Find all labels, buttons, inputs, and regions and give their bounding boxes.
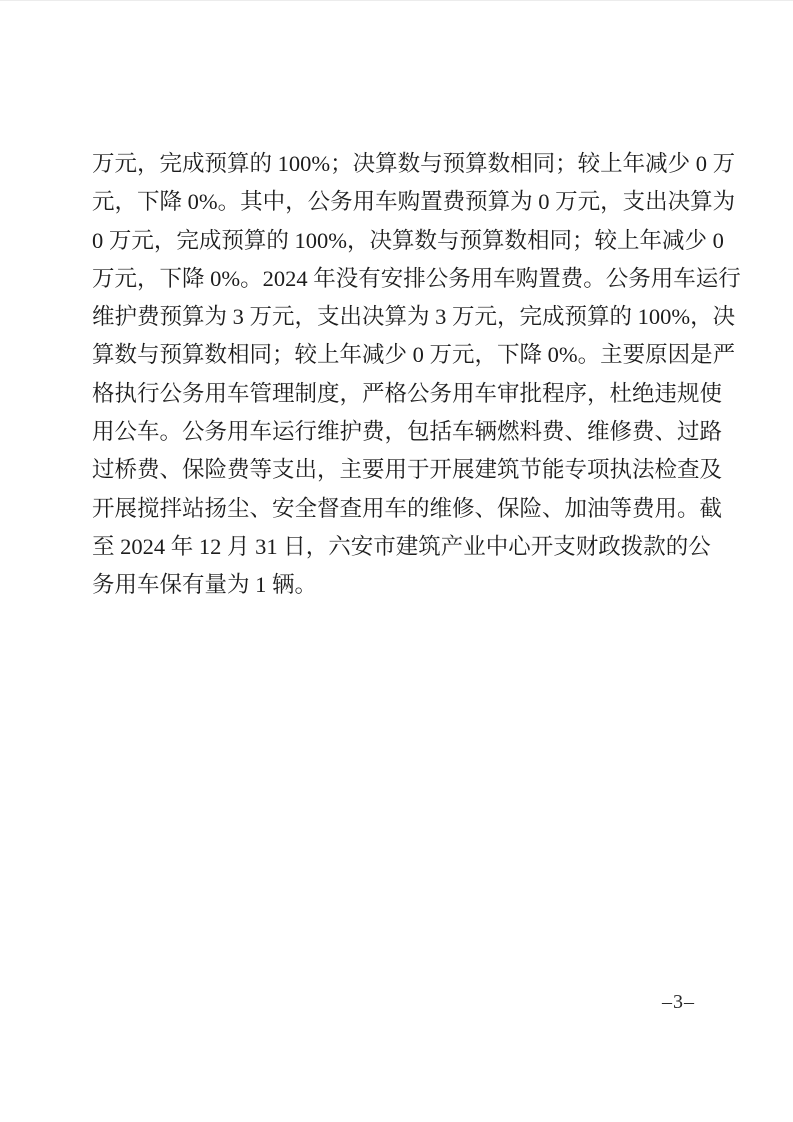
paragraph-line: 万元，完成预算的 100%；决算数与预算数相同；较上年减少 0 万 — [92, 151, 736, 176]
paragraph — [92, 145, 741, 605]
paragraph-line: 元，下降 0%。其中，公务用车购置费预算为 0 万元，支出决算为 — [92, 189, 736, 215]
paragraph-line: 万元，下降 0%。2024 年没有安排公务用车购置费。公务用车运行 — [92, 265, 741, 291]
paragraph-line: 务用车保有量为 1 辆。 — [92, 572, 318, 598]
page-number: –3– — [662, 991, 695, 1013]
paragraph-line: 开展搅拌站扬尘、安全督查用车的维修、保险、加油等费用。截 — [92, 495, 723, 521]
paragraph-line: 算数与预算数相同；较上年减少 0 万元，下降 0%。主要原因是严 — [92, 342, 736, 368]
paragraph-line: 用公车。公务用车运行维护费，包括车辆燃料费、维修费、过路 — [92, 419, 723, 445]
paragraph-line: 过桥费、保险费等支出，主要用于开展建筑节能专项执法检查及 — [92, 457, 723, 483]
paragraph-line: 格执行公务用车管理制度，严格公务用车审批程序，杜绝违规使 — [92, 380, 723, 406]
paragraph-line: 维护费预算为 3 万元，支出决算为 3 万元，完成预算的 100%，决 — [92, 304, 736, 330]
paragraph-line: 0 万元，完成预算的 100%，决算数与预算数相同；较上年减少 0 — [92, 227, 724, 253]
paragraph-line: 至 2024 年 12 月 31 日，六安市建筑产业中心开支财政拨款的公 — [92, 533, 711, 559]
